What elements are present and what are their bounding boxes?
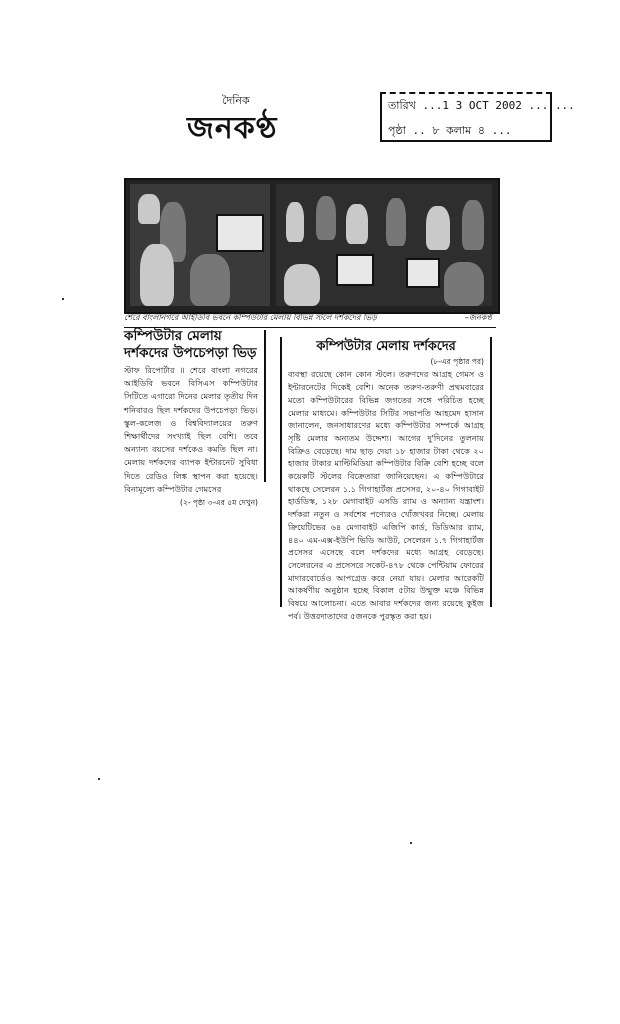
masthead-title: জনকণ্ঠ [187,111,278,146]
page-line: পৃষ্ঠা .. ৮ কলাম ৪ ... [388,124,512,137]
photo-left [130,184,270,306]
article-right-body: ব্যবস্থা রয়েছে কোন কোন স্টলে। তরুণদের আগ্রহ গেমস ও ইন্টারনেটের দিকেই বেশি। অনেক তরুণ-তরুণী প্রথমবারের মতো কম্পিউটারের বিভিন্ন জগতের সঙ্গে পরিচিত হচ্ছে মেলার মাধ্যমে। কম্পিউটার সিটির সভাপতি আহমেদ হাসান জানালেন, জনসাধারণের মধ্যে কম্পিউটার সম্পর্কে আগ্রহ সৃষ্টি মেলার অন্যতম উদ্দেশ্য। আগের দু'দিনের তুলনায় বিক্রিও বেড়েছে। দাম ছাড় দেয়া ১৮ হাজার টাকা থেকে ২০ হাজার টাকার মাল্টিমিডিয়া কম্পিউটার বিক্রি বেশি হচ্ছে বলে কয়েকটি স্টলের বিক্রেতারা জানিয়েছেন। এ কম্পিউটারে থাকছে সেলেরন ১.১ গিগাহার্টজ প্রসেসর, ২০-৪০ গিগাবাইট হার্ডডিস্ক, ১২৮ মেগাবাইট এসডি র‌্যাম ও অন্যান্য যন্ত্রাংশ। দর্শকরা নতুন ও সর্বশেষ পণ্যেরও খোঁজখবর নিচ্ছে। মেলায় ক্রিয়েটিভের ৬৪ মেগাবাইট এজিপি কার্ড, ডিডিআর র‌্যাম, ৪৪০ এম-এক্স-ইউপি ভিডি আউট, সেলেরন ১.৭ গিগাহার্টজ প্রসেসর এসেছে বলে দর্শকদের মধ্যে আগ্রহ বেড়েছে। সেলেরনের এ প্রসেসরে সকেট-৪৭৮ থেকে পেন্টিয়াম ফোরের মাদারবোর্ডেও আপগ্রেড করে নেয়া যায়। মেলার আরেকটি আকর্ষণীয় অনুষ্ঠান হচ্ছে বিকাল ৫টায় উন্মুক্ত মঞ্চে বিভিন্ন বিষয়ে আলোচনা। এতে আবার দর্শকদের জন্য রয়েছে কুইজ পর্ব। উত্তরদাতাদের ৫জনকে পুরস্কৃত করা হয়। [288,369,484,621]
date-line: তারিখ ...1 3 OCT 2002 ... ... [388,99,575,112]
article-left-headline: কম্পিউটার মেলায় দর্শকদের উপচেপড়া ভিড় [124,328,257,361]
article-left-body: স্টাফ রিপোর্টার ॥ শেরে বাংলা নগরের আইডিবি ভবনে বিসিএস কম্পিউটার সিটিতে এগারো দিনের মেলার তৃতীয় দিন শনিবারও ছিল দর্শকদের উপচেপড়া ভিড়। স্কুল-কলেজ ও বিশ্ববিদ্যালয়ের তরুণ শিক্ষার্থীদের সংখ্যাই ছিল বেশি। তবে অন্যান্য বয়সের দর্শকেও কমতি ছিল না। মেলায় দর্শকদের ব্যাপক ইন্টারনেট সুবিধা দিতে রেডিও লিঙ্ক স্থাপন করা হয়েছে। বিনামূল্যে কম্পিউটার গেমসের [124,365,258,494]
photo-strip [124,178,500,314]
article-left [124,328,258,509]
article-right-headline: কম্পিউটার মেলায় দর্শকদের [316,339,456,354]
photo-caption [124,312,496,328]
article-right [280,337,492,621]
masthead-prefix: দৈনিক [222,94,250,107]
article-left-continuation: (২- পৃষ্ঠা ৩-এর ৫ম দেখুন) [180,498,258,508]
photo-credit: –জনকণ্ঠ [464,313,492,322]
article-right-continued-from: (৮-এর পৃষ্ঠার পর) [430,356,484,366]
date-stamp [380,92,575,142]
column-divider [264,330,266,482]
caption-text: শেরে বাংলানগরে আইডিবি ভবনে কম্পিউটার মেলায় বিভিন্ন স্টলে দর্শকদের ভিড় [124,313,377,322]
photo-right [276,184,492,306]
